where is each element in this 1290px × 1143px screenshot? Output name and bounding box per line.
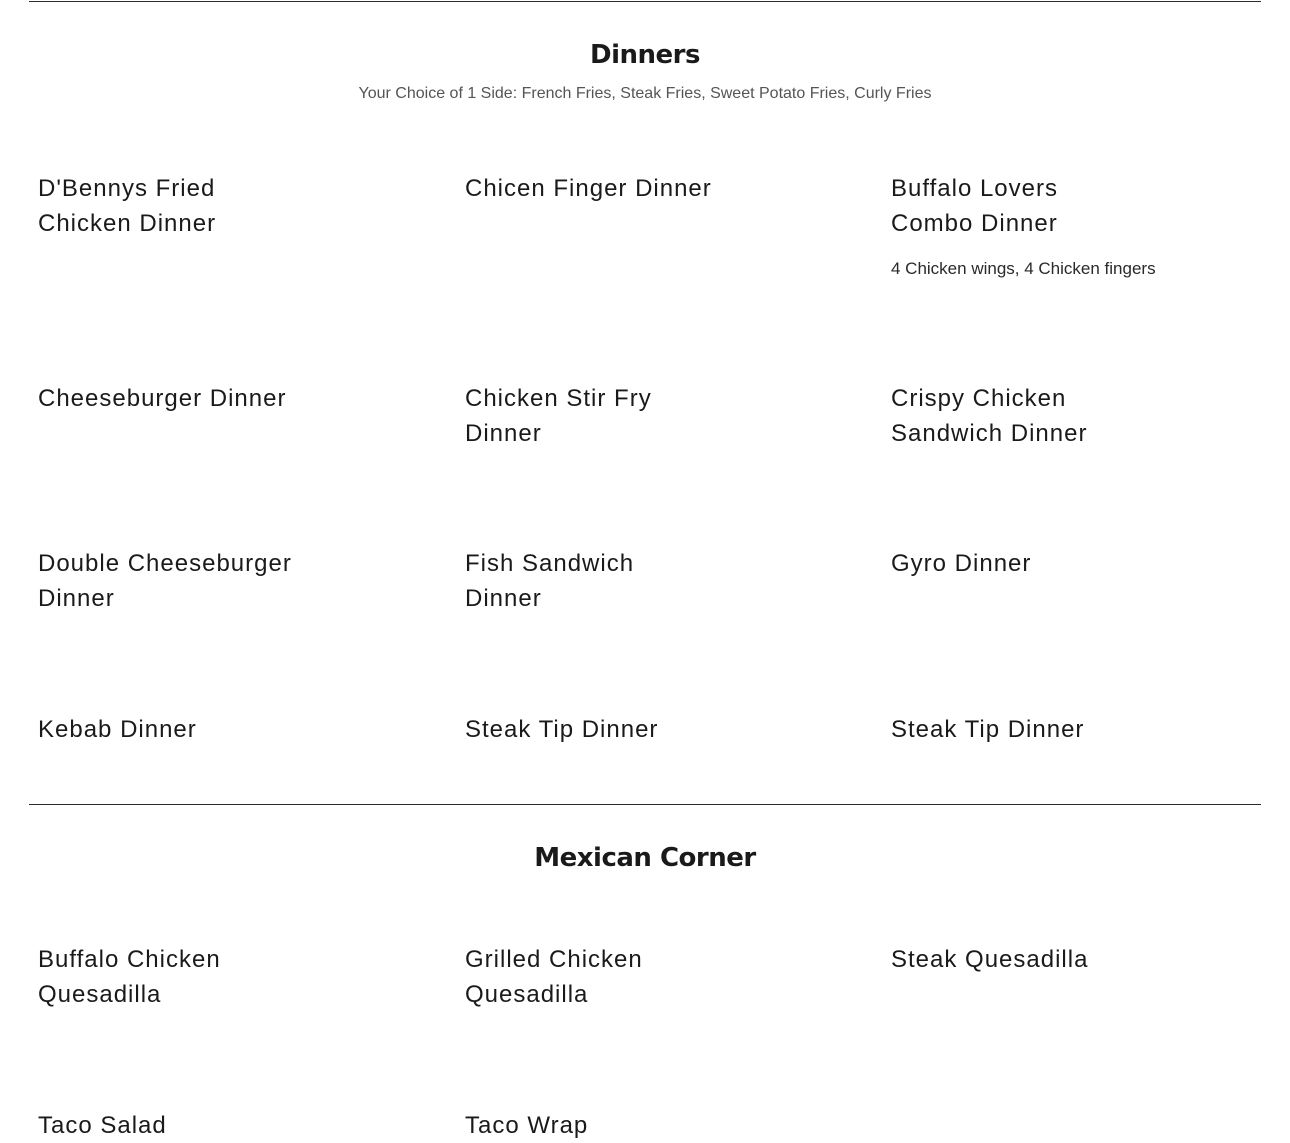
mexican-section-title: Mexican Corner (534, 843, 756, 873)
menu-item-dbennys-fried-chicken-dinner[interactable]: D'Bennys Fried Chicken Dinner (38, 175, 217, 237)
menu-item-kebab-dinner[interactable]: Kebab Dinner (38, 716, 197, 743)
menu-item-buffalo-lovers-combo-dinner[interactable]: Buffalo Lovers Combo Dinner (891, 175, 1058, 237)
menu-item-steak-quesadilla[interactable]: Steak Quesadilla (891, 946, 1089, 973)
menu-item-crispy-chicken-sandwich-dinner[interactable]: Crispy Chicken Sandwich Dinner (891, 385, 1088, 447)
menu-item-grilled-chicken-quesadilla[interactable]: Grilled Chicken Quesadilla (465, 946, 643, 1008)
menu-item-taco-wrap[interactable]: Taco Wrap (465, 1112, 589, 1139)
section-divider (29, 804, 1261, 805)
menu-item-taco-salad[interactable]: Taco Salad (38, 1112, 167, 1139)
menu-item-cheeseburger-dinner[interactable]: Cheeseburger Dinner (38, 385, 287, 412)
menu-item-double-cheeseburger-dinner[interactable]: Double Cheeseburger Dinner (38, 550, 292, 612)
menu-item-buffalo-chicken-quesadilla[interactable]: Buffalo Chicken Quesadilla (38, 946, 221, 1008)
menu-item-steak-tip-dinner[interactable]: Steak Tip Dinner (465, 716, 659, 743)
menu-item-chicken-stir-fry-dinner[interactable]: Chicken Stir Fry Dinner (465, 385, 652, 447)
menu-item-chicen-finger-dinner[interactable]: Chicen Finger Dinner (465, 175, 712, 202)
dinners-section-title: Dinners (590, 40, 700, 70)
dinners-section-subtitle: Your Choice of 1 Side: French Fries, Steak Fries, Sweet Potato Fries, Curly Fries (358, 85, 932, 102)
menu-item-description: 4 Chicken wings, 4 Chicken fingers (891, 259, 1156, 278)
menu-item-gyro-dinner[interactable]: Gyro Dinner (891, 550, 1032, 577)
top-divider (29, 1, 1261, 2)
menu-item-fish-sandwich-dinner[interactable]: Fish Sandwich Dinner (465, 550, 635, 612)
menu-item-steak-tip-dinner[interactable]: Steak Tip Dinner (891, 716, 1085, 743)
